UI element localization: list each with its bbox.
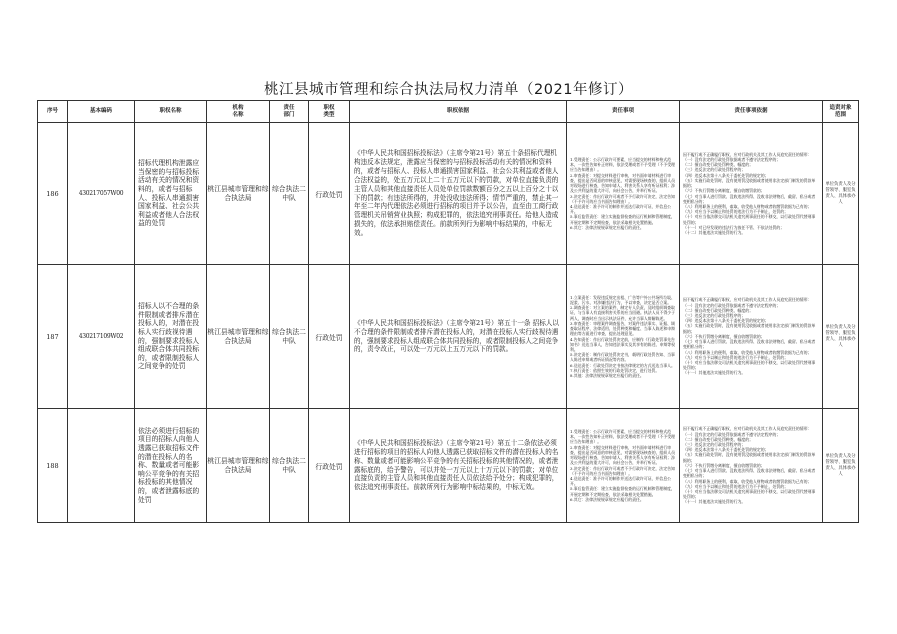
row-duty: 1.受理责任：公示行政许可要素，应当提交的材料和格式范本，一次性告知补正材料，依法受理或者不予受理（不予受理应当告知理由）。 2.审查责任：对提交材料进行审核，对书面申请材料进行审查，提出是否同意的审核意见，对需要现场核查的，组织人员对现场进行核查，告知申请人、利害关系人享有听证权利；涉及公共利益的重大许可，向社会公告，并举行听证。 3.决定责任：作出行政许可或者不予行政许可决定，法定告知（不予许可的应当书面告知理由）。 4.送达责任：准予许可的制作并送达行政许可证，并信息公开。 5.事后监管责任：建立实施监督检查的运行机制和管理制度，开展定期和不定期检查，依法采取相关处置措施。 6.其它：法律法规规章规定应履行的责任。: [567, 123, 680, 265]
header-seq: 序号: [38, 101, 68, 123]
header-name: 职权名称: [135, 101, 207, 123]
page-title: 桃江县城市管理和综合执法局权力清单（2021年修订）: [264, 82, 633, 98]
row-org: 桃江县城市管理和综合执法局: [207, 123, 270, 265]
row-type: 行政处罚: [309, 409, 350, 523]
row-org: 桃江县城市管理和综合执法局: [207, 409, 270, 523]
row-duty: 1.受理责任：公示行政许可要素，应当提交的材料和格式范本，一次性告知补正材料，依法受理或者不予受理（不予受理应当告知理由）。 2.审查责任：对提交材料进行审核，对书面申请材料进行审查，提出是否同意的审核意见，对需要现场核查的，组织人员对现场进行核查，告知申请人、利害关系人享有听证权利；涉及公共利益的重大许可，向社会公告，并举行听证。 3.决定责任：作出行政许可或者不予行政许可决定，法定告知（不予许可的应当书面告知理由）。 4.送达责任：准予许可的制作并送达行政许可证，并信息公开。 5.事后监管责任：建立实施监督检查的运行机制和管理制度，开展定期和不定期检查，依法采取相关处置措施。 6.其它：法律法规规章规定应履行的责任。: [567, 409, 680, 523]
row-duty-basis: 因不履行或不正确履行职权，应对行政机关及其工作人员追究责任的情形： （一）没有法定的行政处罚依据或者不遵守法定程序的； （二）擅自改变行政处罚种类、幅度的； （三）违反法定的行政处罚程序的； （四）违反本法第十八条关于委托处罚的规定的； （五）实施行政处罚时，没有使用罚没收据或者使用非法定部门制发的罚款单据的； （六）不执行罚缴分离制度，擅自收缴罚款的； （七）对当事人进行罚款、没收违法所得、没收非法财物后，截留、私分或者变相私分的； （八）利用职务上的便利，索取、收受他人财物或者收缴罚款据为己有的； （九）对应当予以制止和处罚的违法行为不予制止、处罚的； （十）对应当依法移交司法机关追究刑事责任的不移交，以行政处罚代替刑事处罚的； （十一）其他违法实施处罚的行为。: [680, 409, 823, 523]
row-dept: 综合执法二中队: [270, 409, 309, 523]
row-seq: 188: [38, 409, 68, 523]
row-basis: 《中华人民共和国招标投标法》（主席令第21号）第五十一条 招标人以不合理的条件限制或者排斥潜在投标人的，对潜在投标人实行歧视待遇的，强制要求投标人组成联合体共同投标的，或者限制投标人之间竞争的，责令改正，可以处一万元以上五万元以下的罚款。: [350, 265, 567, 409]
row-duty-basis: 因不履行或不正确履行职权，应对行政机关及其工作人员追究责任的情形： （一）没有法定的行政处罚依据或者不遵守法定程序的； （二）擅自改变行政处罚种类、幅度的； （三）违反法定的行政处罚程序的； （四）违反本法第十八条关于委托处罚的规定的； （五）实施行政处罚时，没有使用罚没收据或者使用非法定部门制发的罚款单据的； （六）不执行罚缴分离制度，擅自收缴罚款的； （七）对当事人进行罚款、没收违法所得、没收非法财物后，截留、私分或者变相私分的； （八）利用职务上的便利，索取、收受他人财物或者收缴罚款据为己有的； （九）对应当予以制止和处罚的违法行为不予制止、处罚的； （十）对应当依法移交司法机关追究刑事责任的不移交，以行政处罚代替刑事处罚的； （十一）对已经发现的违法行为放任不管、不依法处罚的； （十二）其他违法实施处罚的行为。: [680, 123, 823, 265]
table-row: [38, 123, 859, 265]
row-dept: 综合执法二中队: [270, 265, 309, 409]
header-scope: 追责对象 范围: [823, 101, 859, 123]
row-org: 桃江县城市管理和综合执法局: [207, 265, 270, 409]
header-row: [38, 101, 859, 123]
table-row: [38, 409, 859, 523]
row-power-name: 依法必须进行招标的项目的招标人向他人透露已获取招标文件的潜在投标人的名称、数量或者可能影响公平竞争的有关招标投标的其他情况的，或者泄露标底的处罚: [135, 409, 207, 523]
table-row: [38, 265, 859, 409]
row-seq: 186: [38, 123, 68, 265]
row-power-name: 招标人以不合理的条件限制或者排斥潜在投标人的，对潜在投标人实行歧视待遇的，强制要求投标人组成联合体共同投标的，或者限制投标人之间竞争的处罚: [135, 265, 207, 409]
header-org: 机构 名称: [207, 101, 270, 123]
header-duty-basis: 责任事项依据: [680, 101, 823, 123]
row-scope: 单位负责人及分管领导、服室负责人、具体承办人: [823, 409, 859, 523]
header-dept: 责任 部门: [270, 101, 309, 123]
header-duty: 责任事项: [567, 101, 680, 123]
row-basis: 《中华人民共和国招标投标法》（主席令第21号）第五十条招标代理机构违反本法规定，泄露应当保密的与招标投标活动有关的情况和资料的，或者与招标人、投标人串通损害国家利益、社会公共利益或者他人合法权益的，处五万元以上二十五万元以下的罚款，对单位直接负责的主管人员和其他直接责任人员处单位罚款数额百分之五以上百分之十以下的罚款；有违法所得的，并处没收违法所得；情节严重的，禁止其一年至二年内代理依法必须进行招标的项目并予以公告，直至由工商行政管理机关吊销营业执照；构成犯罪的，依法追究刑事责任。给他人造成损失的，依法承担赔偿责任。前款所列行为影响中标结果的，中标无效。: [350, 123, 567, 265]
header-basis: 职权依据: [350, 101, 567, 123]
row-code: 430217057W00: [68, 123, 135, 265]
header-type: 职权 类型: [309, 101, 350, 123]
row-duty: 1.立案责任：发现违反规定出租、广告等户外公共场所垃圾、泥浆、污水，对涉嫌违法行为，予以审查，决定是否立案。 2.调查责任：对立案的案件，制定专人负责，及时组织调查取证，与当事人有直接利害关系的应当回避。执法人员不得少于两人，调查时应当出示执法证件，允许当事人辩解陈述。 3.审查责任：审理案件调查报告，对案件违法事实、证据、调查取证程序、法律适用、处罚种类和幅度、当事人陈述和申辩理由等方面进行审查，提出处理意见。 4.告知责任：作出行政处罚决定前，应制作《行政处罚事先告知书》送达当事人，告知违法事实及其享有的陈述、申辩等权利。 5.决定责任：制作行政处罚决定书，载明行政处罚告知、当事人陈述申辩或者听证情况等内容。 6.送达责任：行政处罚决定书按法律规定的方式送达当事人。 7.执行责任：依照生效的行政处罚决定，进行处罚。 8.其他：法律法规规章规定应履行的责任。: [567, 265, 680, 409]
row-power-name: 招标代理机构泄露应当保密的与招标投标活动有关的情况和资料的，或者与招标人、投标人串通损害国家利益、社会公共利益或者他人合法权益的处罚: [135, 123, 207, 265]
row-scope: 单位负责人及分管领导、服室负责人、具体承办人: [823, 123, 859, 265]
row-basis: 《中华人民共和国招标投标法》（主席令第21号）第五十二条依法必须进行招标的项目的招标人向他人透露已获取招标文件的潜在投标人的名称、数量或者可能影响公平竞争的有关招标投标的其他情况的，或者泄露标底的，给予警告，可以并处一万元以上十万元以下的罚款；对单位直接负责的主管人员和其他直接责任人员依法给予处分；构成犯罪的，依法追究刑事责任。前款所列行为影响中标结果的，中标无效。: [350, 409, 567, 523]
row-duty-basis: 因不履行或不正确履行职权，应对行政机关及其工作人员追究责任的情形： （一）没有法定的行政处罚依据或者不遵守法定程序的； （二）擅自改变行政处罚种类、幅度的； （三）违反法定的行政处罚程序的； （四）违反本法第十八条关于委托处罚的规定的； （五）实施行政处罚时，没有使用罚没收据或者使用非法定部门制发的罚款单据的； （六）不执行罚缴分离制度，擅自收缴罚款的； （七）对当事人进行罚款、没收违法所得、没收非法财物后，截留、私分或者变相私分的； （八）利用职务上的便利，索取、收受他人财物或者收缴罚款据为己有的； （九）对应当予以制止和处罚的违法行为不予制止、处罚的； （十）对应当依法移交司法机关追究刑事责任的不移交，以行政处罚代替刑事处罚的； （十一）其他违法实施处罚的行为。: [680, 265, 823, 409]
header-code: 基本编码: [68, 101, 135, 123]
power-list-table: [37, 100, 859, 523]
row-seq: 187: [38, 265, 68, 409]
row-code: [68, 409, 135, 523]
row-scope: 单位负责人及分管领导、服室负责人、具体承办人: [823, 265, 859, 409]
row-dept: 综合执法二中队: [270, 123, 309, 265]
row-type: 行政处罚: [309, 123, 350, 265]
row-code: 430217109W02: [68, 265, 135, 409]
row-type: 行政处罚: [309, 265, 350, 409]
